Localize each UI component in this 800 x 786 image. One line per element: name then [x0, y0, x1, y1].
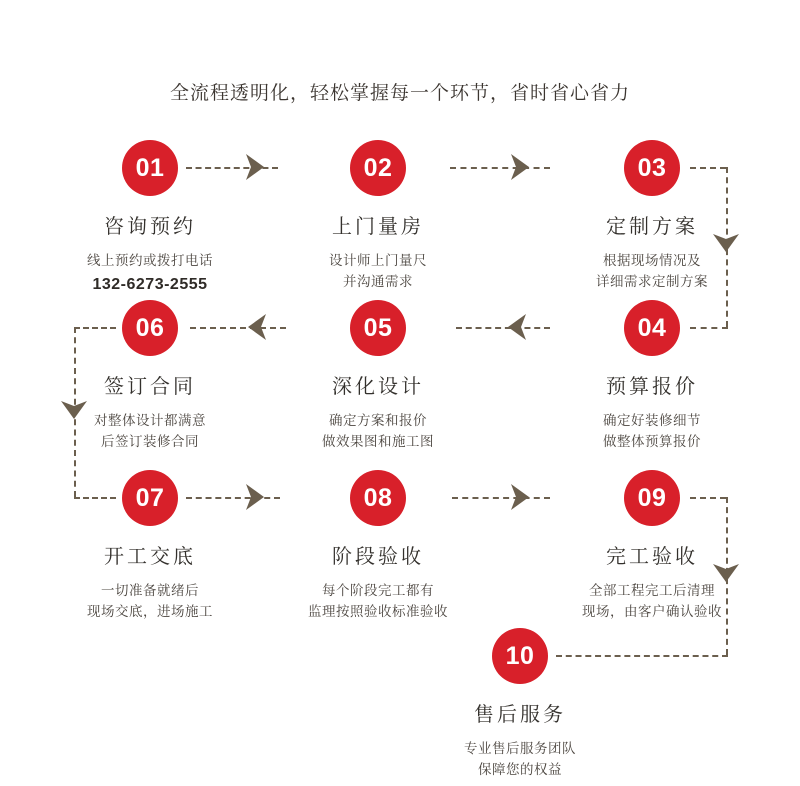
step-10-desc-line2: 保障您的权益	[478, 762, 562, 777]
step-05-description	[278, 410, 478, 452]
step-02	[278, 140, 478, 292]
step-06	[50, 300, 250, 452]
connector-06-left	[74, 327, 116, 329]
connector-into-10	[556, 655, 728, 657]
step-03-desc-line2: 详细需求定制方案	[596, 274, 708, 289]
step-09-title: 完工验收	[606, 546, 698, 568]
arrow-right-icon	[240, 150, 274, 184]
step-01-number: 01	[122, 140, 178, 196]
step-01-phone: 132-6273-2555	[92, 276, 208, 293]
step-05-number: 05	[350, 300, 406, 356]
step-01	[50, 140, 250, 295]
step-02-number: 02	[350, 140, 406, 196]
step-10-description	[420, 738, 620, 780]
step-08	[278, 470, 478, 622]
connector-09-right	[690, 497, 726, 499]
step-05-desc-line1: 确定方案和报价	[329, 413, 427, 428]
step-05-desc-line2: 做效果图和施工图	[322, 434, 434, 449]
step-04-desc-line2: 做整体预算报价	[603, 434, 701, 449]
step-04	[552, 300, 752, 452]
arrow-right-icon	[505, 150, 539, 184]
arrow-left-icon	[498, 310, 532, 344]
arrow-right-icon	[240, 480, 274, 514]
step-05-title: 深化设计	[332, 376, 424, 398]
step-10-desc-line1: 专业售后服务团队	[464, 741, 576, 756]
step-08-desc-line2: 监理按照验收标准验收	[308, 604, 448, 619]
step-02-description	[278, 250, 478, 292]
step-05	[278, 300, 478, 452]
step-03-desc-line1: 根据现场情况及	[603, 253, 701, 268]
arrow-down-icon	[709, 228, 743, 262]
connector-into-04	[690, 327, 728, 329]
step-06-desc-line2: 后签订装修合同	[101, 434, 199, 449]
step-09	[552, 470, 752, 622]
step-06-number: 06	[122, 300, 178, 356]
step-07-number: 07	[122, 470, 178, 526]
connector-03-right	[690, 167, 726, 169]
step-07-description	[50, 580, 250, 622]
step-06-desc-line1: 对整体设计都满意	[94, 413, 206, 428]
step-10-title: 售后服务	[474, 704, 566, 726]
step-04-desc-line1: 确定好装修细节	[603, 413, 701, 428]
page-title: 全流程透明化，轻松掌握每一个环节，省时省心省力	[169, 83, 630, 104]
step-08-title: 阶段验收	[332, 546, 424, 568]
step-02-desc-line1: 设计师上门量尺	[329, 253, 427, 268]
step-04-description	[552, 410, 752, 452]
step-02-desc-line2: 并沟通需求	[343, 274, 413, 289]
step-07-desc-line2: 现场交底，进场施工	[87, 604, 213, 619]
step-09-desc-line1: 全部工程完工后清理	[589, 583, 715, 598]
step-03	[552, 140, 752, 292]
step-01-description	[50, 250, 250, 295]
step-08-desc-line1: 每个阶段完工都有	[322, 583, 434, 598]
step-07	[50, 470, 250, 622]
connector-into-07	[74, 497, 116, 499]
arrow-left-icon	[238, 310, 272, 344]
step-01-title: 咨询预约	[104, 216, 196, 238]
step-02-title: 上门量房	[332, 216, 424, 238]
step-10	[420, 628, 620, 780]
arrow-right-icon	[505, 480, 539, 514]
arrow-down-icon	[57, 395, 91, 429]
step-08-description	[278, 580, 478, 622]
step-06-title: 签订合同	[104, 376, 196, 398]
arrow-down-icon	[709, 558, 743, 592]
step-09-desc-line2: 现场，由客户确认验收	[582, 604, 722, 619]
step-04-title: 预算报价	[606, 376, 698, 398]
step-01-desc-line1: 线上预约或拨打电话	[87, 253, 213, 268]
step-08-number: 08	[350, 470, 406, 526]
step-09-number: 09	[624, 470, 680, 526]
step-07-title: 开工交底	[104, 546, 196, 568]
step-10-number: 10	[492, 628, 548, 684]
step-03-title: 定制方案	[606, 216, 698, 238]
step-03-number: 03	[624, 140, 680, 196]
step-04-number: 04	[624, 300, 680, 356]
step-07-desc-line1: 一切准备就绪后	[101, 583, 199, 598]
